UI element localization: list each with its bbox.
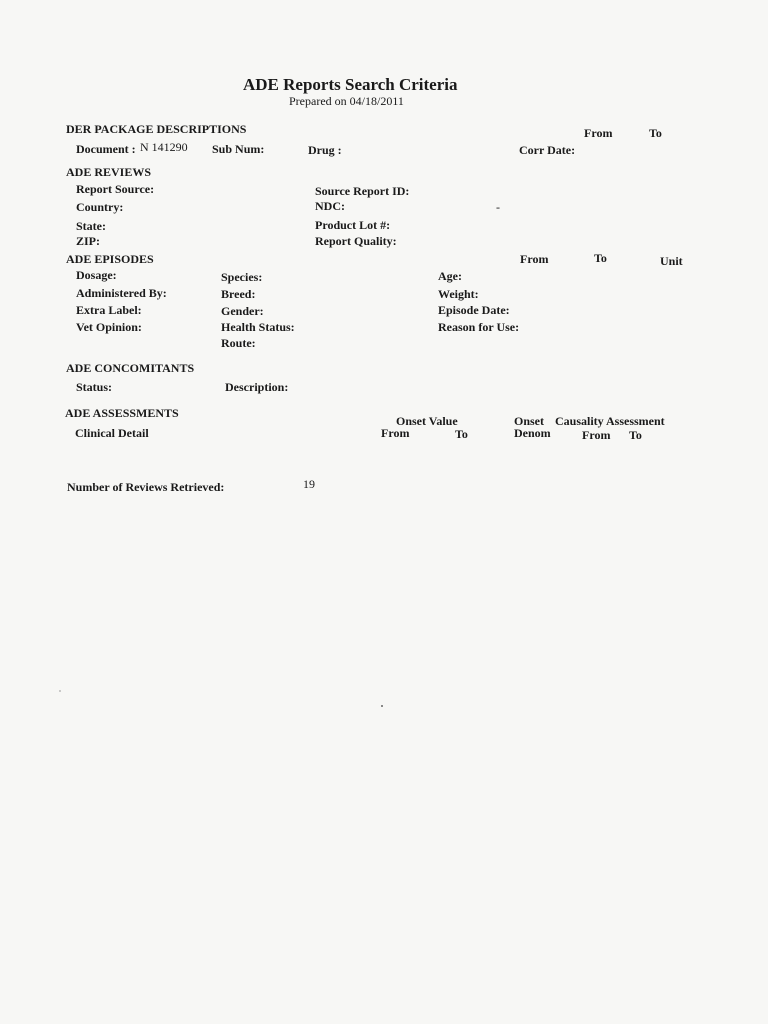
vet-opinion-label: Vet Opinion: [76, 320, 142, 334]
corr-date-label: Corr Date: [519, 143, 576, 157]
episode-date-label: Episode Date: [438, 303, 510, 317]
report-quality-label: Report Quality: [315, 234, 397, 248]
source-report-id-label: Source Report ID: [315, 184, 410, 198]
zip-label: ZIP: [76, 234, 100, 248]
state-label: State: [76, 219, 106, 233]
episodes-unit-label: Unit [660, 254, 683, 268]
product-lot-label: Product Lot #: [315, 218, 391, 232]
section-heading-ade-reviews: ADE REVIEWS [66, 165, 152, 179]
page-title: ADE Reports Search Criteria [243, 75, 458, 94]
scan-speck [59, 690, 61, 692]
section-heading-ade-concomitants: ADE CONCOMITANTS [66, 361, 195, 375]
onset-value-to-label: To [455, 427, 468, 441]
reason-for-use-label: Reason for Use: [438, 320, 520, 334]
der-from-label: From [584, 126, 613, 140]
description-label: Description: [225, 380, 289, 394]
country-label: Country: [76, 200, 124, 214]
dosage-label: Dosage: [76, 268, 117, 282]
clinical-detail-label: Clinical Detail [75, 426, 149, 440]
extra-label-label: Extra Label: [76, 303, 142, 317]
section-heading-ade-assessments: ADE ASSESSMENTS [65, 406, 179, 420]
causality-to-label: To [629, 428, 642, 442]
health-status-label: Health Status: [221, 320, 295, 334]
causality-assessment-label: Causality Assessment [555, 414, 665, 428]
species-label: Species: [221, 270, 263, 284]
episodes-to-label: To [594, 251, 607, 265]
drug-label: Drug : [308, 143, 342, 157]
ndc-label: NDC: [315, 199, 345, 213]
gender-label: Gender: [221, 304, 264, 318]
breed-label: Breed: [221, 287, 256, 301]
subnum-label: Sub Num: [212, 142, 265, 156]
section-heading-ade-episodes: ADE EPISODES [66, 252, 154, 266]
onset-label: Onset [514, 414, 544, 428]
age-label: Age: [438, 269, 462, 283]
prepared-date: Prepared on 04/18/2011 [289, 94, 404, 108]
onset-value-from-label: From [381, 426, 410, 440]
reviews-retrieved-label: Number of Reviews Retrieved: [67, 480, 225, 494]
weight-label: Weight: [438, 287, 479, 301]
route-label: Route: [221, 336, 256, 350]
onset-value-label: Onset Value [396, 414, 458, 428]
der-to-label: To [649, 126, 662, 140]
denom-label: Denom [514, 426, 551, 440]
report-source-label: Report Source: [76, 182, 155, 196]
document-label: Document : [76, 142, 136, 156]
section-heading-der-package: DER PACKAGE DESCRIPTIONS [66, 122, 247, 136]
reviews-retrieved-count: 19 [303, 477, 315, 491]
scan-speck [381, 705, 383, 707]
causality-from-label: From [582, 428, 611, 442]
ndc-value: - [496, 200, 500, 214]
administered-by-label: Administered By: [76, 286, 167, 300]
episodes-from-label: From [520, 252, 549, 266]
status-label: Status: [76, 380, 113, 394]
document-value: N 141290 [140, 140, 188, 154]
